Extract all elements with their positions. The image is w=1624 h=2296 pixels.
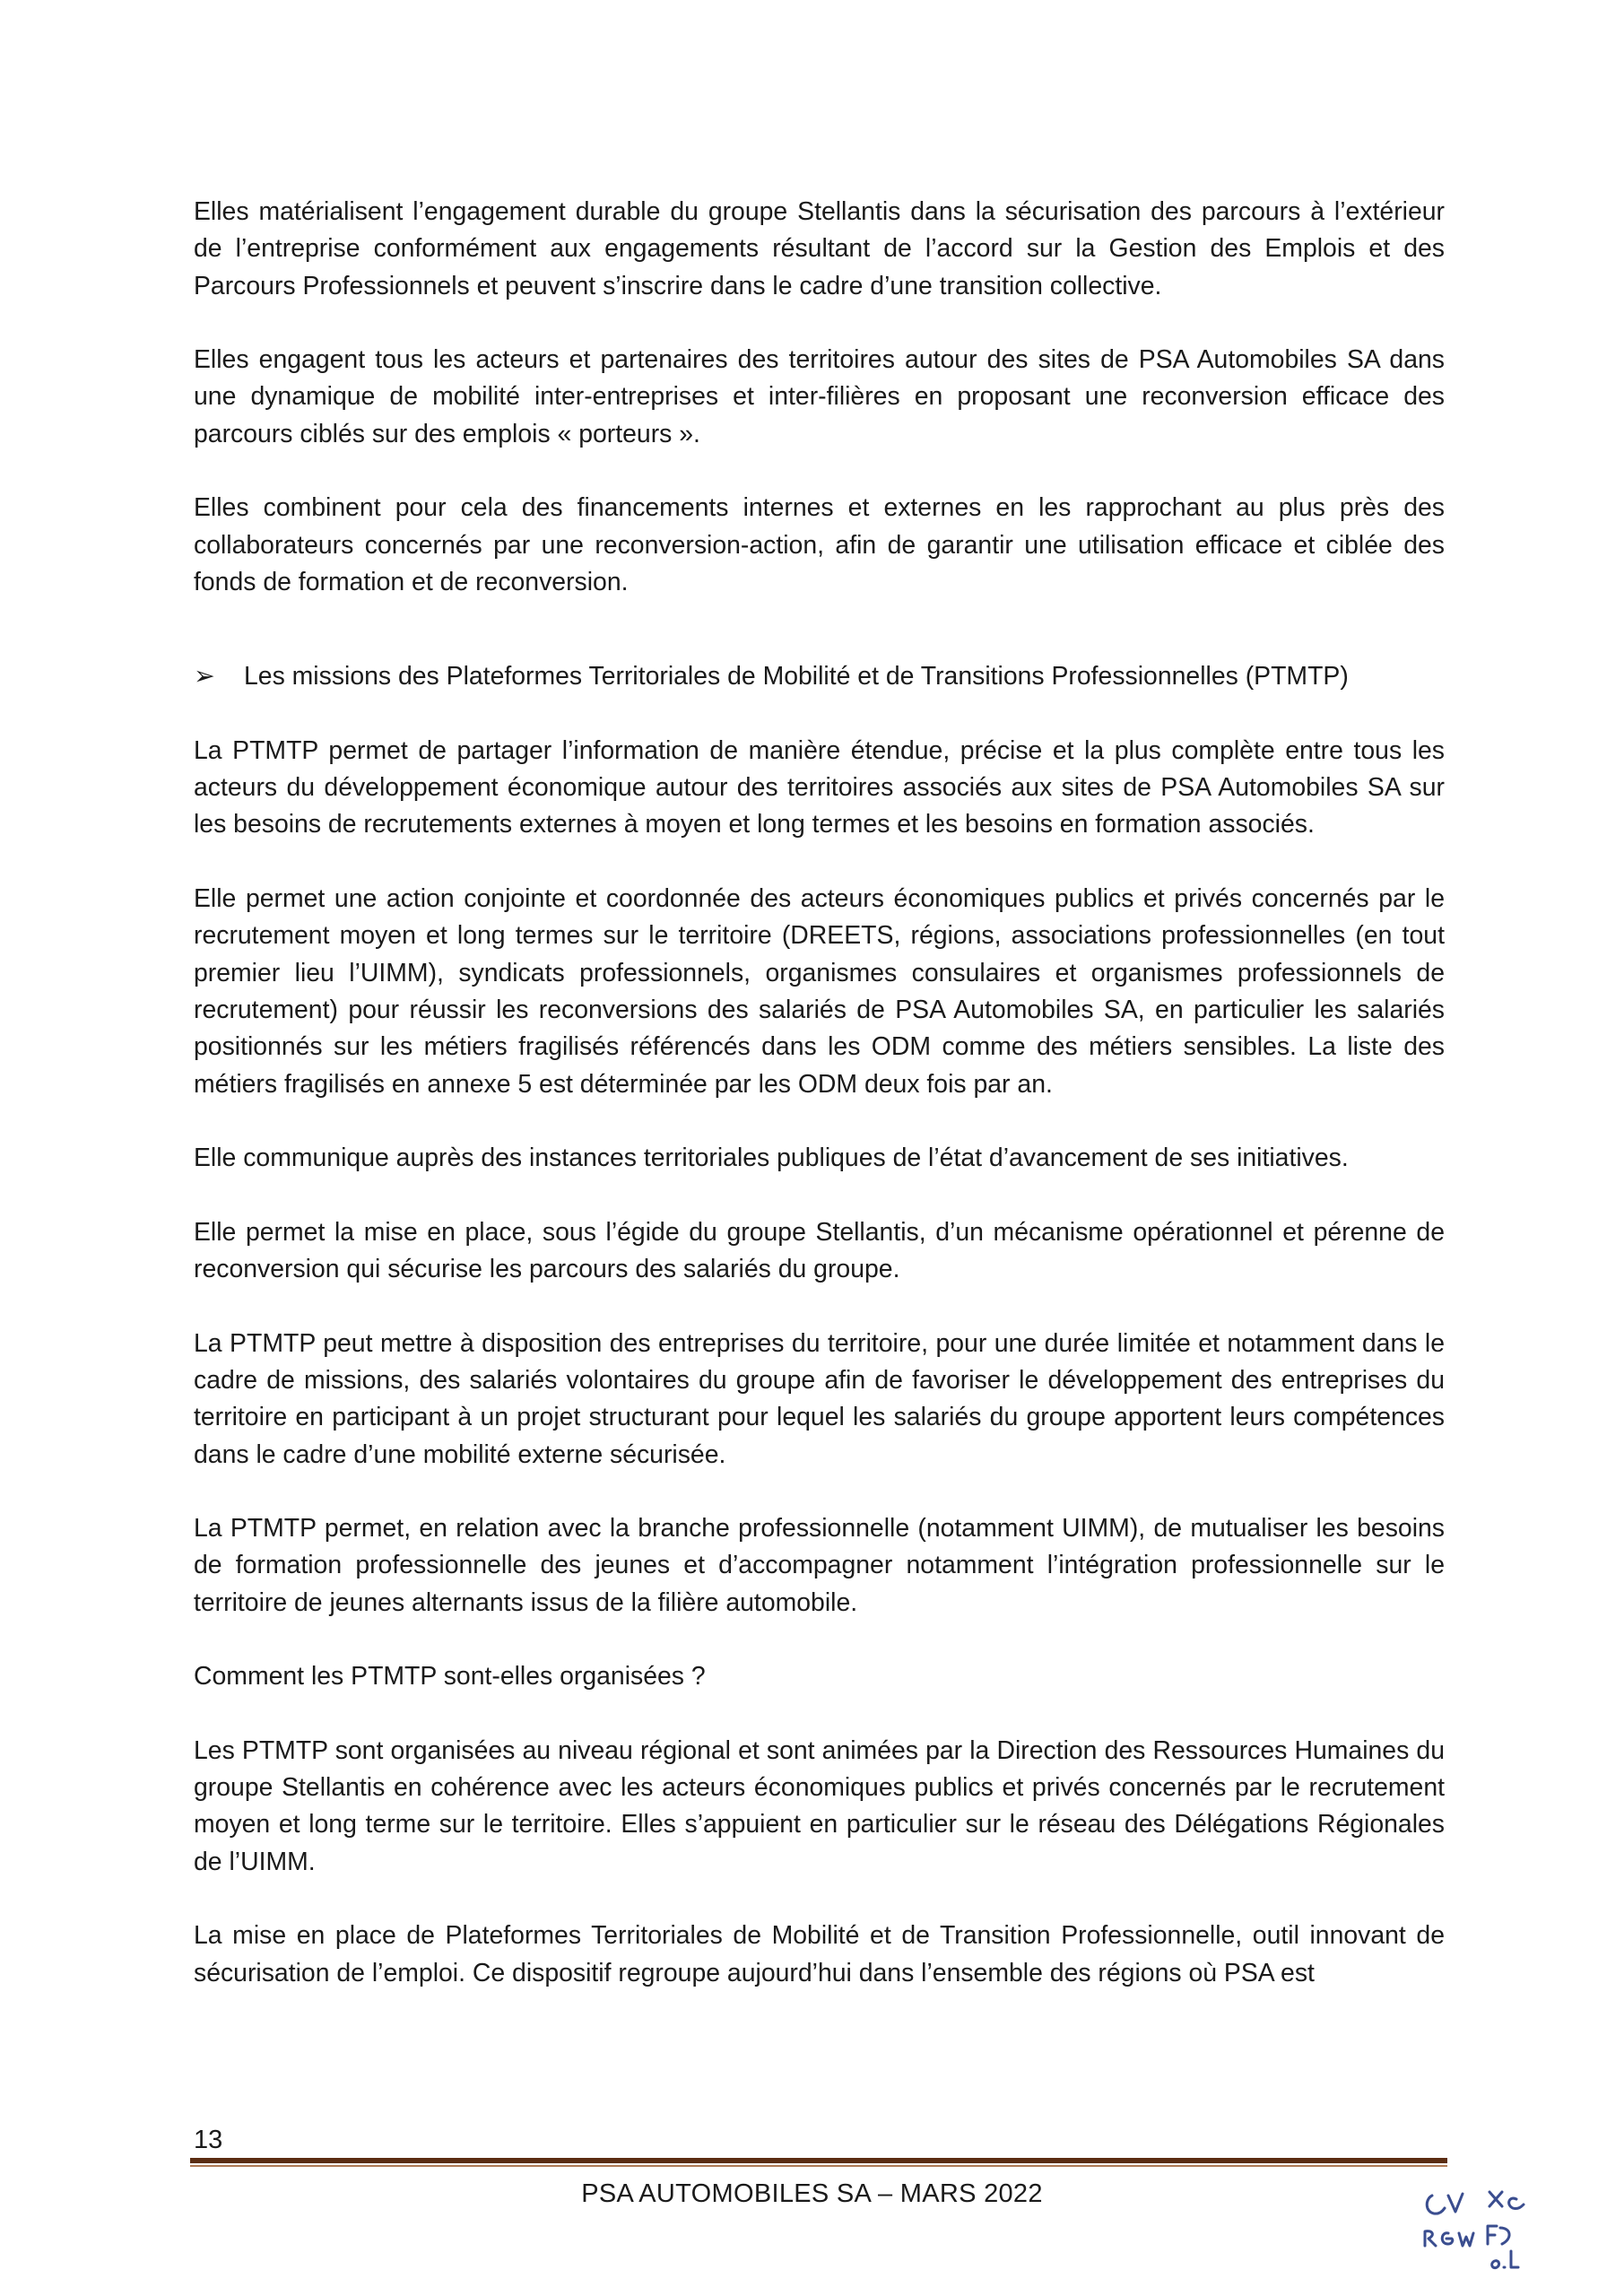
footer-title: PSA AUTOMOBILES SA – MARS 2022 <box>581 2179 1043 2208</box>
missions-paragraph-6: La PTMTP permet, en relation avec la branche professionnelle (notamment UIMM), de mutualiser les besoins de formation professionnelle des jeunes et d’accompagner notamment l’intégration professionnelle sur le territoire de jeunes alternants issus de la filière automobile. <box>194 1514 1445 1617</box>
page-number: 13 <box>194 2126 223 2154</box>
section-heading-text: Les missions des Plateformes Territoriales de Mobilité et de Transitions Professionnelles (PTMTP) <box>244 662 1349 691</box>
footer-divider <box>190 2158 1447 2170</box>
section-heading <box>194 658 1445 695</box>
missions-paragraph-4: Elle permet la mise en place, sous l’égide du groupe Stellantis, d’un mécanisme opérationnel et pérenne de reconversion qui sécurise les parcours des salariés du groupe. <box>194 1217 1445 1284</box>
intro-paragraph-3: Elles combinent pour cela des financements internes et externes en les rapprochant au plus près des collaborateurs concernés par une reconversion-action, afin de garantir une utilisation efficace et ciblée des fonds de formation et de reconversion. <box>194 493 1445 596</box>
missions-paragraph-1: La PTMTP permet de partager l’information de manière étendue, précise et la plus complète entre tous les acteurs du développement économique autour des territoires associés aux sites de PSA Automobiles SA sur les besoins de recrutements externes à moyen et long termes et les besoins en formation associés. <box>194 735 1445 839</box>
footer-rule-thin <box>190 2165 1447 2167</box>
missions-paragraph-3: Elle communique auprès des instances territoriales publiques de l’état d’avancement de ses initiatives. <box>194 1144 1349 1173</box>
footer-rule-thick <box>190 2158 1447 2163</box>
page-body <box>194 194 1445 2029</box>
handwritten-initials <box>1412 2179 1574 2287</box>
missions-paragraph-5: La PTMTP peut mettre à disposition des entreprises du territoire, pour une durée limitée et notamment dans le cadre de missions, des salariés volontaires du groupe afin de favoriser le développement des entreprises du territoire en participant à un projet structurant pour lequel les salariés du groupe apportent leurs compétences dans le cadre d’une mobilité externe sécurisée. <box>194 1328 1445 1469</box>
organisation-subheading: Comment les PTMTP sont-elles organisées ? <box>194 1662 706 1692</box>
arrow-bullet-icon: ➢ <box>194 662 215 691</box>
intro-paragraph-1: Elles matérialisent l’engagement durable du groupe Stellantis dans la sécurisation des parcours à l’extérieur de l’entreprise conformément aux engagements résultant de l’accord sur la Gestion des Emplois et des Parcours Professionnels et peuvent s’inscrire dans le cadre d’une transition collective. <box>194 197 1445 300</box>
intro-paragraph-2: Elles engagent tous les acteurs et partenaires des territoires autour des sites de PSA Automobiles SA dans une dynamique de mobilité inter-entreprises et inter-filières en proposant une reconversion efficace des parcours ciblés sur des emplois « porteurs ». <box>194 345 1445 448</box>
organisation-paragraph-1: Les PTMTP sont organisées au niveau régional et sont animées par la Direction des Ressources Humaines du groupe Stellantis en cohérence avec les acteurs économiques publics et privés concernés par le recrutement moyen et long terme sur le territoire. Elles s’appuient en particulier sur le réseau des Délégations Régionales de l’UIMM. <box>194 1735 1445 1876</box>
organisation-paragraph-2: La mise en place de Plateformes Territoriales de Mobilité et de Transition Professionnelle, outil innovant de sécurisation de l’emploi. Ce dispositif regroupe aujourd’hui dans l’ensemble des régions où PSA est <box>194 1921 1445 1987</box>
missions-paragraph-2: Elle permet une action conjointe et coordonnée des acteurs économiques publics et privés concernés par le recrutement moyen et long termes sur le territoire (DREETS, régions, associations professionnelles (en tout premier lieu l’UIMM), syndicats professionnels, organismes consulaires et organismes professionnels de recrutement) pour réussir les reconversions des salariés de PSA Automobiles SA, en particulier les salariés positionnés sur les métiers fragilisés référencés dans les ODM comme des métiers sensibles. La liste des métiers fragilisés en annexe 5 est déterminée par les ODM deux fois par an. <box>194 884 1445 1099</box>
